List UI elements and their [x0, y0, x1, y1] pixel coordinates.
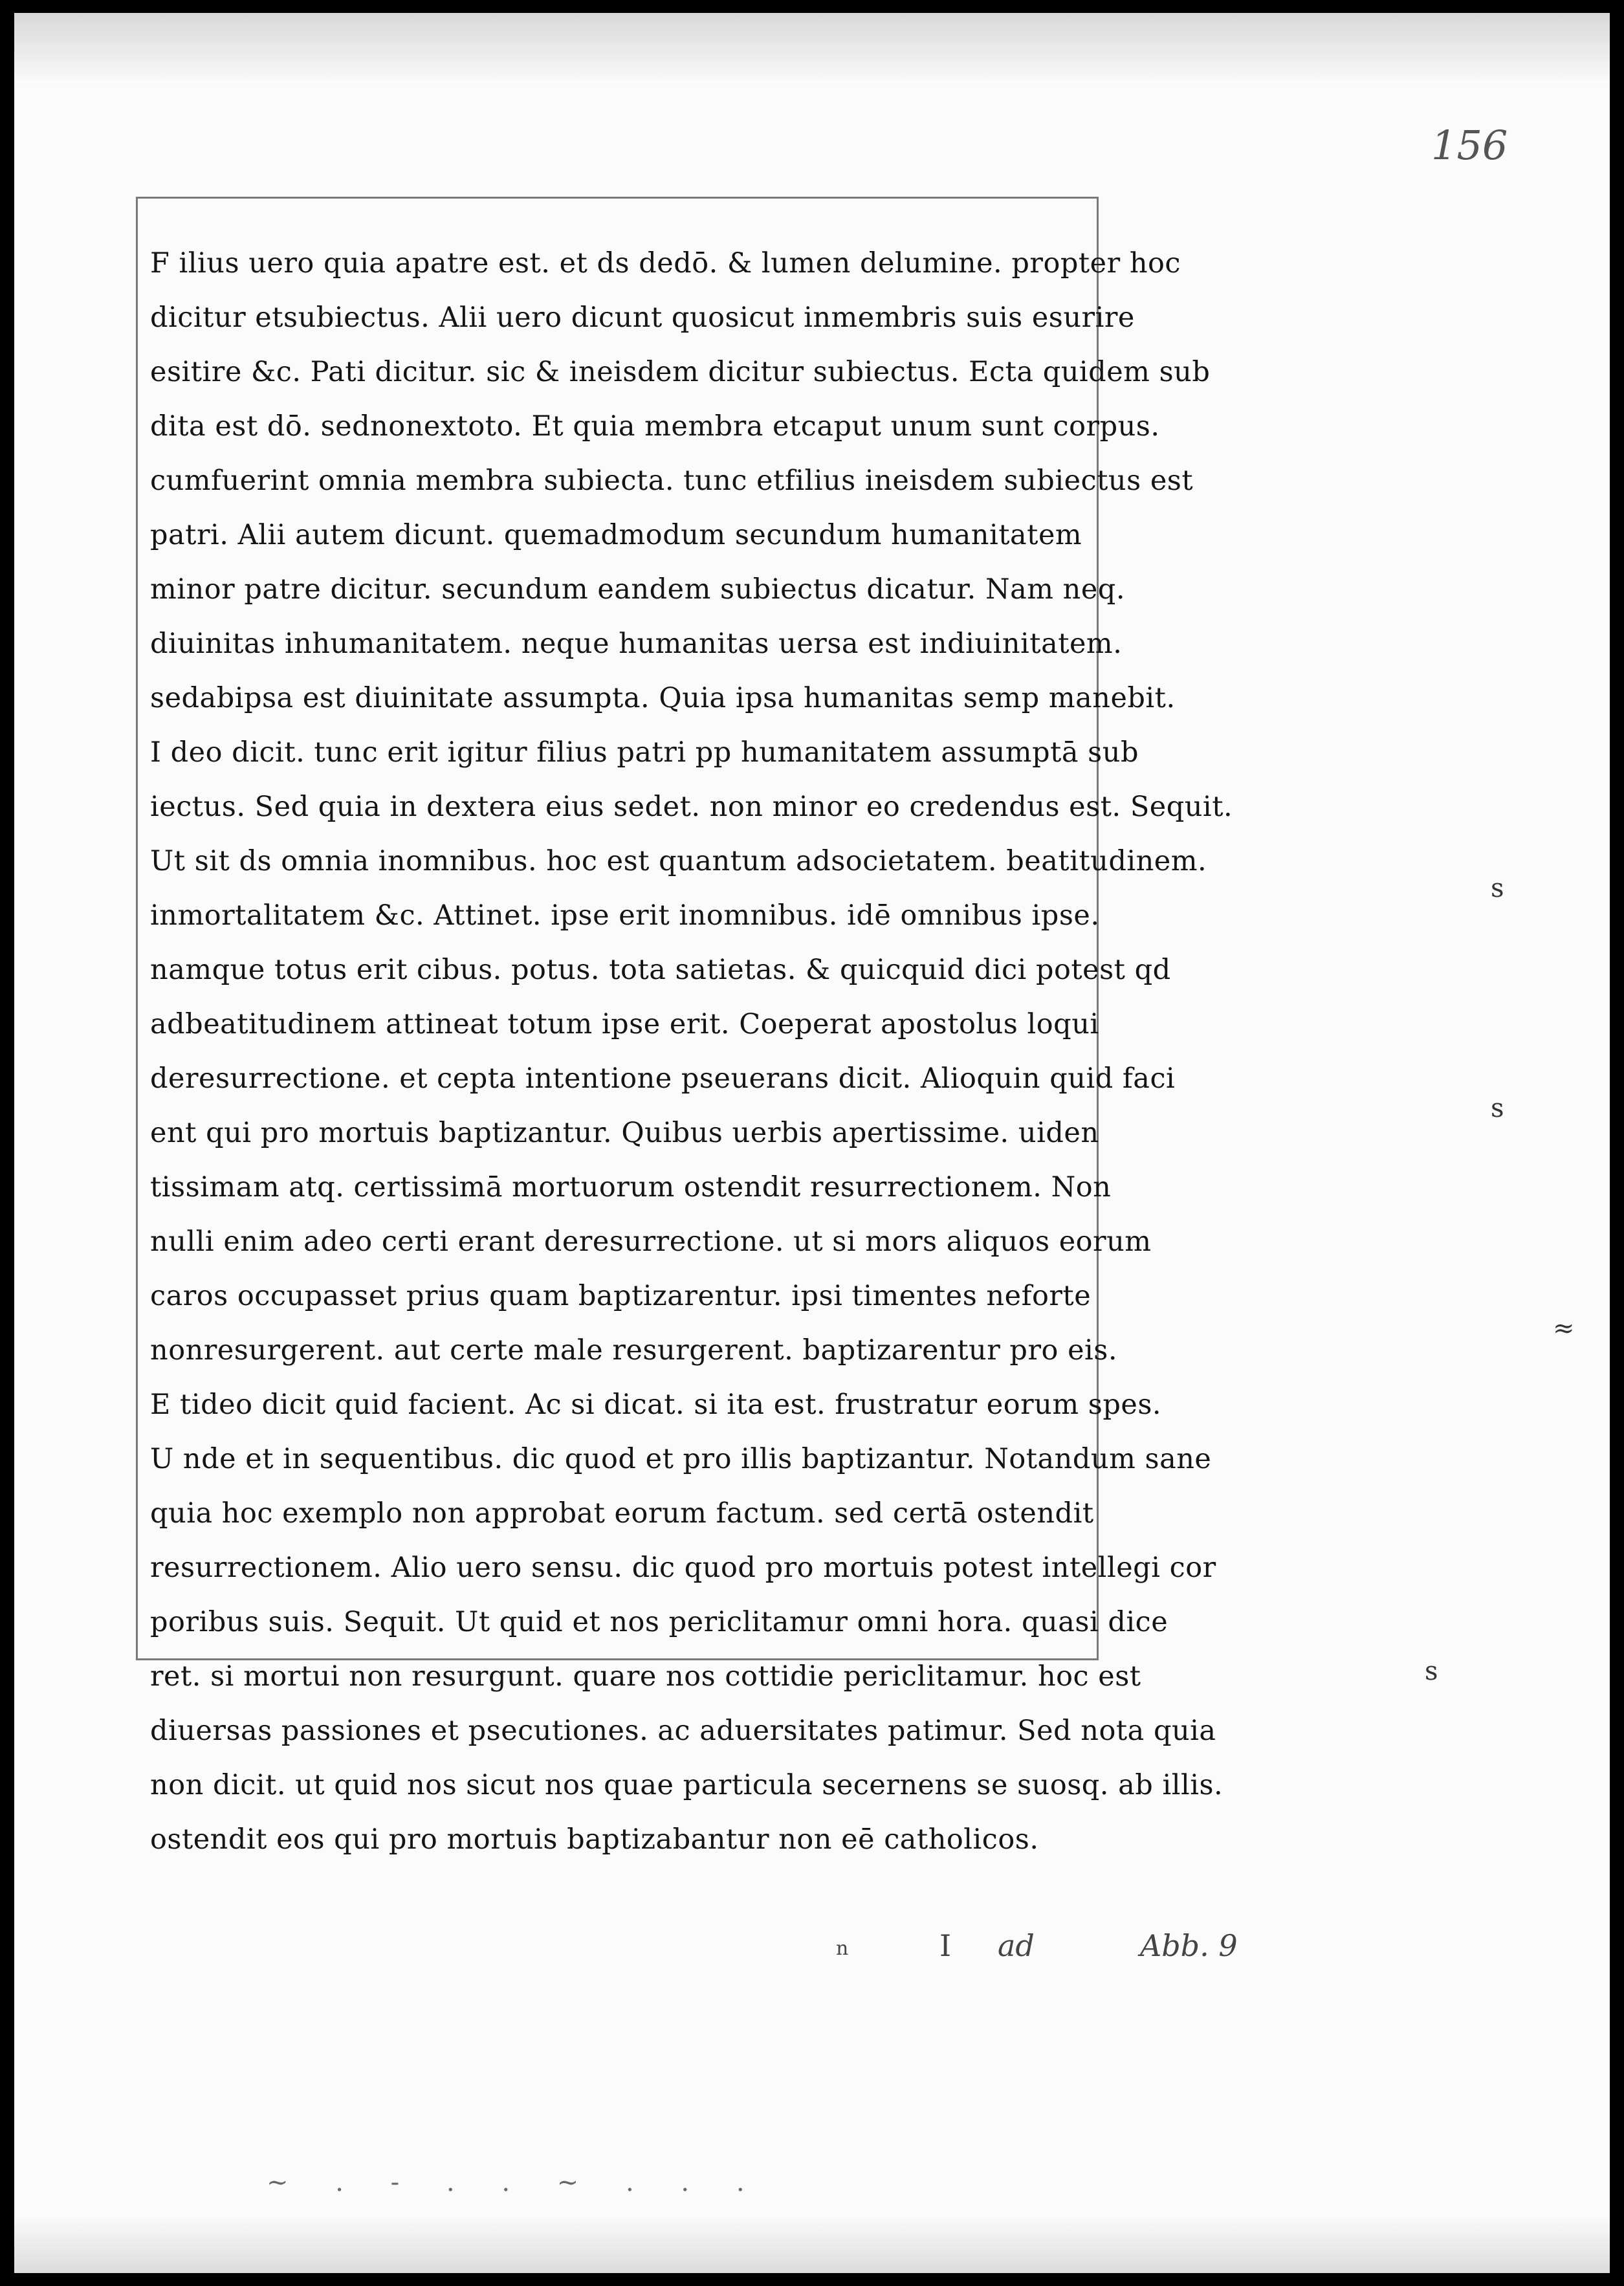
- text-line: caros occupasset prius quam baptizarentur. ipsi timentes neforte: [150, 1280, 1092, 1312]
- text-line: F ilius uero quia apatre est. et ds dedō. & lumen delumine. propter hoc: [150, 247, 1181, 280]
- text-line: ostendit eos qui pro mortuis baptizabantur non eē catholicos.: [150, 1823, 1039, 1856]
- text-line: cumfuerint omnia membra subiecta. tunc etfilius ineisdem subiectus est: [150, 465, 1194, 497]
- text-line: minor patre dicitur. secundum eandem subiectus dicatur. Nam neq.: [150, 573, 1125, 606]
- scan-shadow-bottom: [14, 2215, 1610, 2273]
- text-line: diuinitas inhumanitatem. neque humanitas uersa est indiuinitatem.: [150, 628, 1123, 660]
- folio-number: 156: [1431, 122, 1508, 169]
- scan-shadow-top: [14, 13, 1610, 84]
- footer-note: ad: [998, 1928, 1035, 1963]
- text-line: ent qui pro mortuis baptizantur. Quibus uerbis apertissime. uiden: [150, 1117, 1099, 1149]
- text-line: nonresurgerent. aut certe male resurgerent. baptizarentur pro eis.: [150, 1334, 1117, 1367]
- bottom-scrawl: ~ . - . . ~ . . .: [267, 2168, 764, 2197]
- text-line: I deo dicit. tunc erit igitur filius patri pp humanitatem assumptā sub: [150, 736, 1139, 769]
- text-line: sedabipsa est diuinitate assumpta. Quia ipsa humanitas semp manebit.: [150, 682, 1176, 714]
- text-line: quia hoc exemplo non approbat eorum factum. sed certā ostendit: [150, 1497, 1094, 1530]
- text-line: resurrectionem. Alio uero sensu. dic quod pro mortuis potest intellegi cor: [150, 1552, 1216, 1584]
- text-line: diuersas passiones et psecutiones. ac aduersitates patimur. Sed nota quia: [150, 1715, 1216, 1747]
- text-line: deresurrectione. et cepta intentione pseuerans dicit. Alioquin quid faci: [150, 1062, 1176, 1095]
- footer-note: I: [939, 1928, 952, 1963]
- text-line: poribus suis. Sequit. Ut quid et nos periclitamur omni hora. quasi dice: [150, 1606, 1169, 1638]
- text-line: non dicit. ut quid nos sicut nos quae particula secernens se suosq. ab illis.: [150, 1769, 1223, 1801]
- figure-reference: Abb. 9: [1140, 1928, 1238, 1963]
- margin-mark: s: [1425, 1656, 1438, 1686]
- text-line: adbeatitudinem attineat totum ipse erit. Coeperat apostolus loqui: [150, 1008, 1099, 1040]
- margin-mark: ≈: [1553, 1313, 1575, 1343]
- margin-mark: s: [1491, 874, 1504, 903]
- text-line: nulli enim adeo certi erant deresurrectione. ut si mors aliquos eorum: [150, 1225, 1152, 1258]
- manuscript-page: [14, 13, 1610, 2273]
- text-line: inmortalitatem &c. Attinet. ipse erit inomnibus. idē omnibus ipse.: [150, 899, 1100, 932]
- text-line: iectus. Sed quia in dextera eius sedet. non minor eo credendus est. Sequit.: [150, 791, 1233, 823]
- footer-annotations: [836, 1928, 1302, 1980]
- text-line: patri. Alii autem dicunt. quemadmodum secundum humanitatem: [150, 519, 1082, 551]
- text-line: Ut sit ds omnia inomnibus. hoc est quantum adsocietatem. beatitudinem.: [150, 845, 1207, 877]
- text-line: U nde et in sequentibus. dic quod et pro illis baptizantur. Notandum sane: [150, 1443, 1212, 1475]
- text-line: tissimam atq. certissimā mortuorum ostendit resurrectionem. Non: [150, 1171, 1112, 1203]
- margin-mark: s: [1491, 1094, 1504, 1123]
- manuscript-text-block: [150, 236, 1354, 1867]
- text-line: dita est dō. sednonextoto. Et quia membra etcaput unum sunt corpus.: [150, 410, 1160, 443]
- text-line: ret. si mortui non resurgunt. quare nos cottidie periclitamur. hoc est: [150, 1660, 1141, 1693]
- text-line: dicitur etsubiectus. Alii uero dicunt quosicut inmembris suis esurire: [150, 302, 1135, 334]
- text-line: E tideo dicit quid facient. Ac si dicat. si ita est. frustratur eorum spes.: [150, 1389, 1162, 1421]
- footer-note: n: [836, 1937, 849, 1960]
- text-line: esitire &c. Pati dicitur. sic & ineisdem dicitur subiectus. Ecta quidem sub: [150, 356, 1211, 388]
- text-line: namque totus erit cibus. potus. tota satietas. & quicquid dici potest qd: [150, 954, 1171, 986]
